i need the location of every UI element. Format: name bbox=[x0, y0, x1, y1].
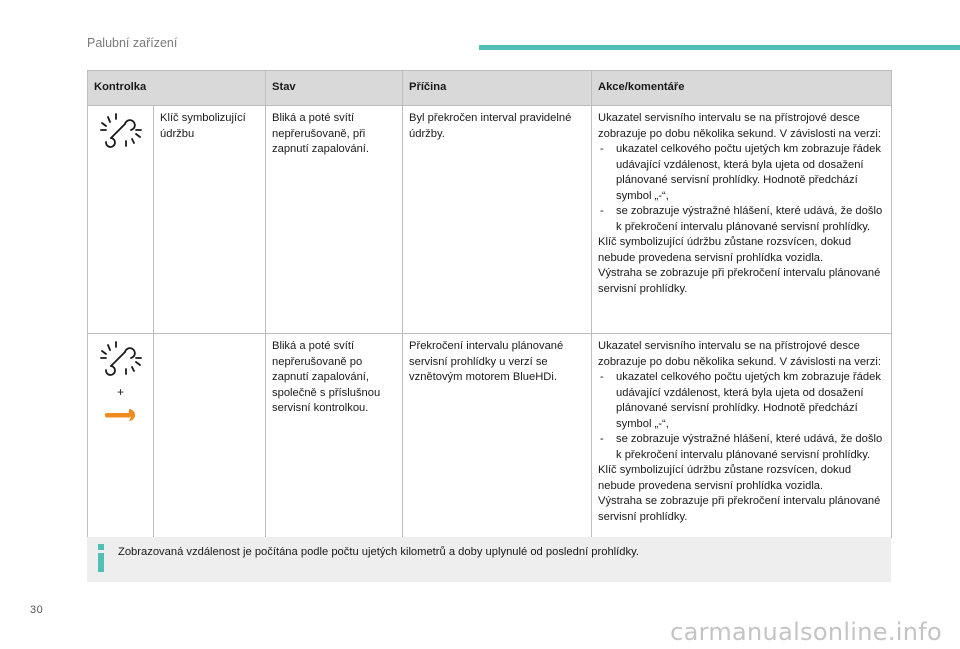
list-item: - se zobrazuje výstražné hlášení, které udává, že došlo k překročení intervalu plánované servisní prohlídky. bbox=[598, 204, 885, 235]
light-name bbox=[154, 334, 266, 538]
action-list bbox=[598, 142, 885, 235]
light-name: Klíč symbolizující údržbu bbox=[154, 106, 266, 334]
header-stav: Stav bbox=[266, 71, 403, 106]
wrench-service-icon bbox=[98, 111, 144, 149]
light-action bbox=[592, 106, 892, 334]
list-item: - se zobrazuje výstražné hlášení, které udává, že došlo k překročení intervalu plánované servisní prohlídky. bbox=[598, 432, 885, 463]
action-intro: Ukazatel servisního intervalu se na přístrojové desce zobrazuje po dobu několika sekund. V závislosti na verzi: bbox=[598, 340, 881, 368]
action-list bbox=[598, 370, 885, 463]
wrench-service-icon bbox=[98, 339, 144, 377]
list-item: - ukazatel celkového počtu ujetých km zobrazuje řádek udávající vzdálenost, která byla ujeta od dosažení plánované servisní prohlídky. Hodnotě předchází symbol „-“, bbox=[598, 370, 885, 432]
warning-lights-table bbox=[87, 70, 892, 538]
info-box bbox=[87, 537, 891, 582]
light-status: Bliká a poté svítí nepřerušovaně po zapnutí zapalování, společně s příslušnou servisní kontrolkou. bbox=[266, 334, 403, 538]
light-status: Bliká a poté svítí nepřerušovaně, při zapnutí zapalování. bbox=[266, 106, 403, 334]
table-row bbox=[88, 334, 892, 538]
info-text: Zobrazovaná vzdálenost je počítána podle počtu ujetých kilometrů a doby uplynulé od poslední prohlídky. bbox=[118, 546, 639, 558]
action-paragraph: Klíč symbolizující údržbu zůstane rozsvícen, dokud nebude provedena servisní prohlídka vozidla. bbox=[598, 236, 852, 264]
section-title: Palubní zařízení bbox=[87, 36, 178, 50]
action-paragraph: Klíč symbolizující údržbu zůstane rozsvícen, dokud nebude provedena servisní prohlídka vozidla. bbox=[598, 464, 852, 492]
table-header-row bbox=[88, 71, 892, 106]
list-item: - ukazatel celkového počtu ujetých km zobrazuje řádek udávající vzdálenost, která byla ujeta od dosažení plánované servisní prohlídky. Hodnotě předchází symbol „-“, bbox=[598, 142, 885, 204]
action-intro: Ukazatel servisního intervalu se na přístrojové desce zobrazuje po dobu několika sekund. V závislosti na verzi: bbox=[598, 112, 881, 140]
header-accent-bar bbox=[479, 45, 960, 50]
page-number: 30 bbox=[30, 604, 44, 616]
watermark: carmanualsonline.info bbox=[670, 618, 942, 646]
header-kontrolka: Kontrolka bbox=[88, 71, 266, 106]
light-cause: Byl překročen interval pravidelné údržby. bbox=[403, 106, 592, 334]
header-akce: Akce/komentáře bbox=[592, 71, 892, 106]
action-paragraph: Výstraha se zobrazuje při překročení intervalu plánované servisní prohlídky. bbox=[598, 495, 881, 523]
wrench-orange-icon bbox=[101, 405, 141, 425]
action-paragraph: Výstraha se zobrazuje při překročení intervalu plánované servisní prohlídky. bbox=[598, 267, 881, 295]
header-pricina: Příčina bbox=[403, 71, 592, 106]
light-action bbox=[592, 334, 892, 538]
info-icon bbox=[96, 544, 106, 572]
table-row bbox=[88, 106, 892, 334]
icon-cell bbox=[88, 334, 154, 538]
plus-sign: + bbox=[116, 384, 124, 399]
light-cause: Překročení intervalu plánované servisní prohlídky u verzí se vznětovým motorem BlueHDi. bbox=[403, 334, 592, 538]
icon-cell bbox=[88, 106, 154, 334]
